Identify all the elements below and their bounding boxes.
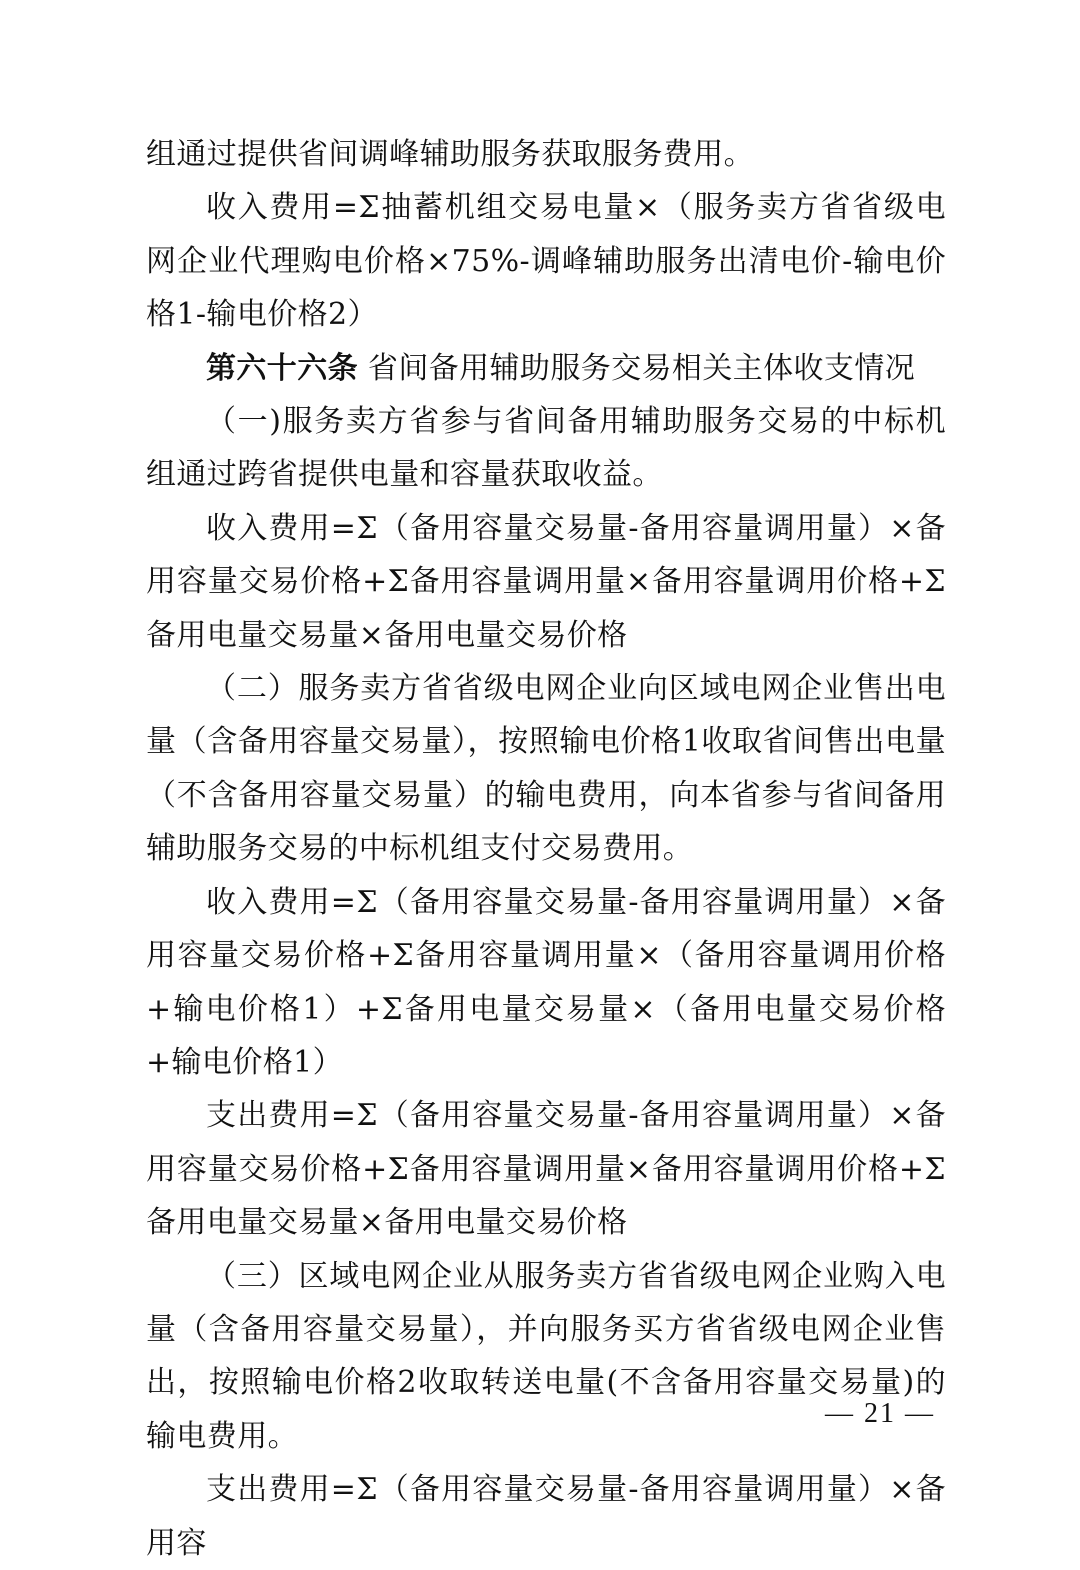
formula-paragraph: 收入费用=Σ（备用容量交易量-备用容量调用量）×备用容量交易价格+Σ备用容量调用量×备用容量调用价格+Σ备用电量交易量×备用电量交易价格: [146, 510, 946, 653]
formula-paragraph: 支出费用=Σ（备用容量交易量-备用容量调用量）×备用容: [146, 1472, 946, 1561]
page-number: — 21 —: [825, 1398, 935, 1429]
formula-paragraph: 支出费用=Σ（备用容量交易量-备用容量调用量）×备用容量交易价格+Σ备用容量调用量×备用容量调用价格+Σ备用电量交易量×备用电量交易价格: [146, 1098, 946, 1241]
paragraph: （二）服务卖方省省级电网企业向区域电网企业售出电量（含备用容量交易量），按照输电价格1收取省间售出电量（不含备用容量交易量）的输电费用，向本省参与省间备用辅助服务交易的中标机组支付交易费用。: [146, 671, 946, 867]
paragraph: 组通过提供省间调峰辅助服务获取服务费用。: [146, 137, 754, 172]
paragraph: （三）区域电网企业从服务卖方省省级电网企业购入电量（含备用容量交易量），并向服务买方省省级电网企业售出，按照输电价格2收取转送电量(不含备用容量交易量)的输电费用。: [146, 1258, 946, 1454]
article-heading: [146, 342, 946, 395]
paragraph: 收入费用=Σ抽蓄机组交易电量×（服务卖方省省级电网企业代理购电价格×75%-调峰辅助服务出清电价-输电价格1-输电价格2）: [146, 190, 946, 333]
article-title: 省间备用辅助服务交易相关主体收支情况: [358, 350, 916, 386]
article-number: 第六十六条: [206, 350, 358, 386]
formula-paragraph: 收入费用=Σ（备用容量交易量-备用容量调用量）×备用容量交易价格+Σ备用容量调用量×（备用容量调用价格+输电价格1）+Σ备用电量交易量×（备用电量交易价格+输电价格1）: [146, 884, 946, 1080]
body-text: [146, 128, 946, 1570]
paragraph: （一)服务卖方省参与省间备用辅助服务交易的中标机组通过跨省提供电量和容量获取收益。: [146, 404, 946, 493]
